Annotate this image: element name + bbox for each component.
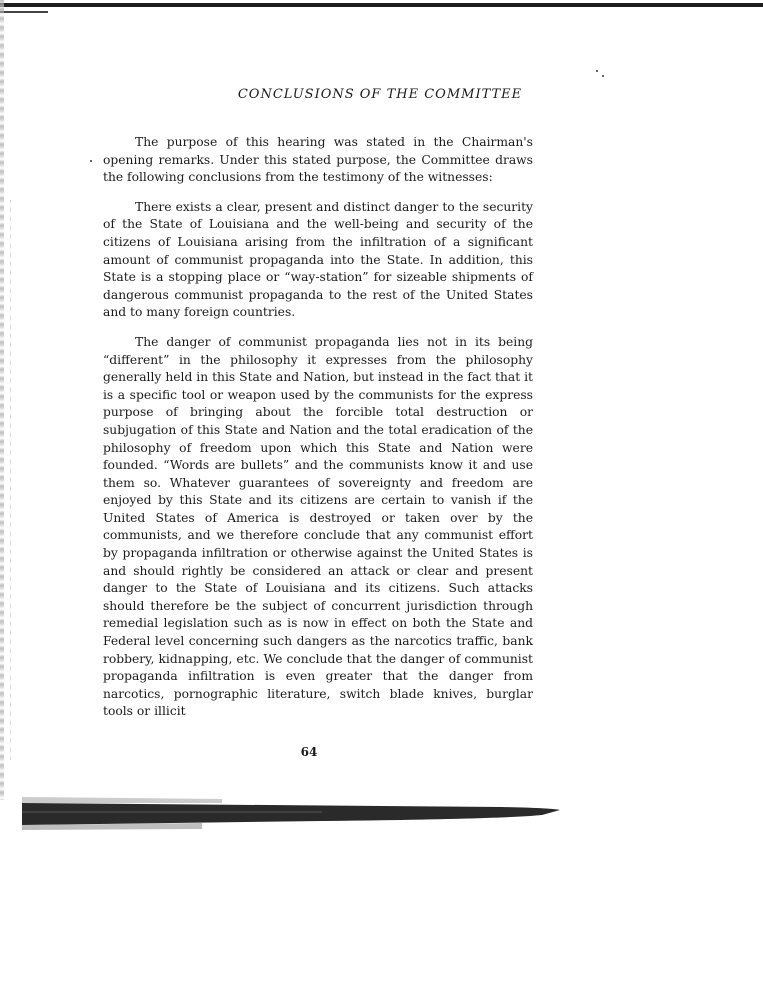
scan-bottom-smudge [22, 797, 562, 831]
paragraph-1: The purpose of this hearing was stated in the Chairman's opening remarks. Under this stated purpose, the Committee draws the following conclusions from the testimony of the witnesses: [103, 135, 533, 185]
scan-speck [602, 75, 604, 77]
body-text [103, 134, 533, 733]
scan-top-mark [0, 11, 48, 13]
scan-left-edge [0, 0, 4, 800]
scan-speck [90, 160, 92, 162]
paragraph-3: The danger of communist propaganda lies not in its being “different” in the philosophy it expresses from the philosophy generally held in this State and Nation, but instead in the fact that it is a specific tool or weapon used by the communists for the express purpose of bringing about the forcible total destruction or subjugation of this State and Nation and the total eradication of the philosophy of freedom upon which this State and Nation were founded. “Words are bullets” and the communists know it and use them so. Whatever guarantees of sovereignty and freedom are enjoyed by this State and its citizens are certain to vanish if the United States of America is destroyed or taken over by the communists, and we therefore conclude that any communist effort by propaganda infiltration or otherwise against the United States is and should rightly be considered an attack or clear and present danger to the State of Louisiana and its citizens. Such attacks should therefore be the subject of concurrent jurisdiction through remedial legislation such as is now in effect on both the State and Federal level concerning such dangers as the narcotics traffic, bank robbery, kidnapping, etc. We conclude that the danger of communist propaganda infiltration is even greater that the danger from narcotics, pornographic literature, switch blade knives, burglar tools or illicit [103, 334, 533, 719]
paragraph-2: There exists a clear, present and distinct danger to the security of the State of Louisiana and the well-being and security of the citizens of Louisiana arising from the infiltration of a significant amount of communist propaganda into the State. In addition, this State is a stopping place or “way-station” for sizeable shipments of dangerous communist propaganda to the rest of the United States and to many foreign countries. [103, 199, 533, 320]
scan-left-edge-line [10, 200, 11, 760]
scan-speck [596, 70, 598, 72]
page-number: 64 [300, 745, 318, 759]
page-heading: CONCLUSIONS OF THE COMMITTEE [237, 87, 523, 102]
scan-top-border [0, 3, 763, 7]
